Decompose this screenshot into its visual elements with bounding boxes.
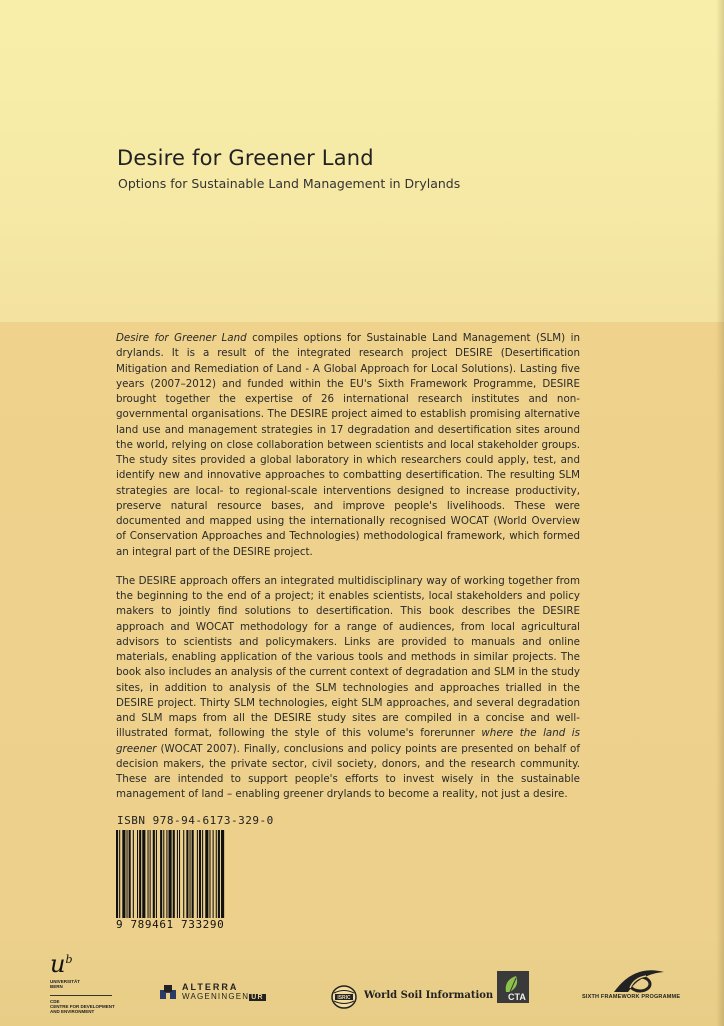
- ub-mark: u: [50, 950, 66, 978]
- isric-logo: [330, 984, 494, 1015]
- world-soil-information-text: World Soil Information: [364, 990, 494, 1001]
- alterra-wordmark: ALTERRA: [182, 982, 239, 992]
- blurb-p2-end: (WOCAT 2007). Finally, conclusions and policy points are presented on behalf of decision makers, the private sector, civil society, donors, and the research community. These are intended to support people's efforts to invest wisely in the sustainable management of land – enabling greener drylands to become a reality, not just a desire.: [116, 742, 580, 801]
- book-subtitle: Options for Sustainable Land Management in Drylands: [118, 176, 461, 191]
- blurb-paragraph-2: [116, 574, 580, 803]
- globe-icon: [330, 984, 358, 1010]
- fp6-swoosh-icon: [584, 968, 668, 994]
- blurb-p2-start: The DESIRE approach offers an integrated multidisciplinary way of working together from the beginning to the end of a project; it enables scientists, local stakeholders and policy makers to jointly find solutions to desertification. This book describes the DESIRE approach and WOCAT methodology for a range of audiences, from local agricultural advisors to scientists and policymakers. Links are provided to manuals and online materials, enabling application of the various tools and methods in similar projects. The book also includes an analysis of the current context of degradation and SLM in the study sites, in addition to analysis of the SLM technologies and approaches trialled in the DESIRE project. Thirty SLM technologies, eight SLM approaches, and several degradation and SLM maps from all the DESIRE study sites are compiled in a concise and well-illustrated format, following the style of this volume's forerunner: [116, 574, 580, 740]
- ub-line-2: BERN: [50, 984, 63, 989]
- cde-line-3: AND ENVIRONMENT: [50, 1009, 95, 1014]
- barcode-digits: 9 789461 733290: [116, 918, 225, 931]
- logo-divider: [50, 995, 112, 996]
- wageningen-wordmark: WAGENINGEN: [182, 992, 250, 1001]
- isbn-barcode: [116, 830, 252, 918]
- isbn-label: ISBN 978-94-6173-329-0: [117, 814, 274, 827]
- blurb-forerunner-title: where the land is greener: [116, 727, 580, 755]
- cta-logo: [496, 970, 530, 1009]
- spine-shadow: [716, 0, 724, 1026]
- ub-line-1: UNIVERSITÄT: [50, 979, 81, 984]
- university-bern-logo: [50, 950, 115, 1014]
- back-cover-blurb: [116, 331, 580, 817]
- book-title: Desire for Greener Land: [117, 146, 374, 170]
- fp6-text: SIXTH FRAMEWORK PROGRAMME: [582, 994, 681, 1000]
- alterra-bridge-icon: [158, 982, 178, 1002]
- blurb-paragraph-1: [116, 331, 580, 560]
- ur-badge: UR: [251, 994, 264, 1001]
- sixth-framework-logo: [582, 968, 681, 1000]
- isric-badge-text: ISRIC: [337, 995, 351, 1001]
- ub-superscript: b: [65, 953, 73, 966]
- cde-line-2: CENTRE FOR DEVELOPMENT: [50, 1004, 115, 1009]
- blurb-book-title: Desire for Greener Land: [116, 332, 247, 344]
- cde-line-1: CDE: [50, 999, 60, 1004]
- cta-text: CTA: [508, 992, 526, 1002]
- blurb-p1-text: compiles options for Sustainable Land Management (SLM) in drylands. It is a result of the integrated research project DESIRE (Desertification Mitigation and Remediation of Land - A Global Approach for Local Solutions). Lasting five years (2007–2012) and funded within the EU's Sixth Framework Programme, DESIRE brought together the expertise of 26 international research institutes and non-governmental organisations. The DESIRE project aimed to establish promising alternative land use and management strategies in 17 degradation and desertification sites around the world, relying on close collaboration between scientists and local stakeholder groups. The study sites provided a global laboratory in which researchers could apply, test, and identify new and innovative approaches to combatting desertification. The resulting SLM strategies are local- to regional-scale interventions designed to increase productivity, preserve natural resource bases, and improve people's livelihoods. These were documented and mapped using the internationally recognised WOCAT (World Overview of Conservation Approaches and Technologies) methodological framework, which formed an integral part of the DESIRE project.: [116, 332, 581, 558]
